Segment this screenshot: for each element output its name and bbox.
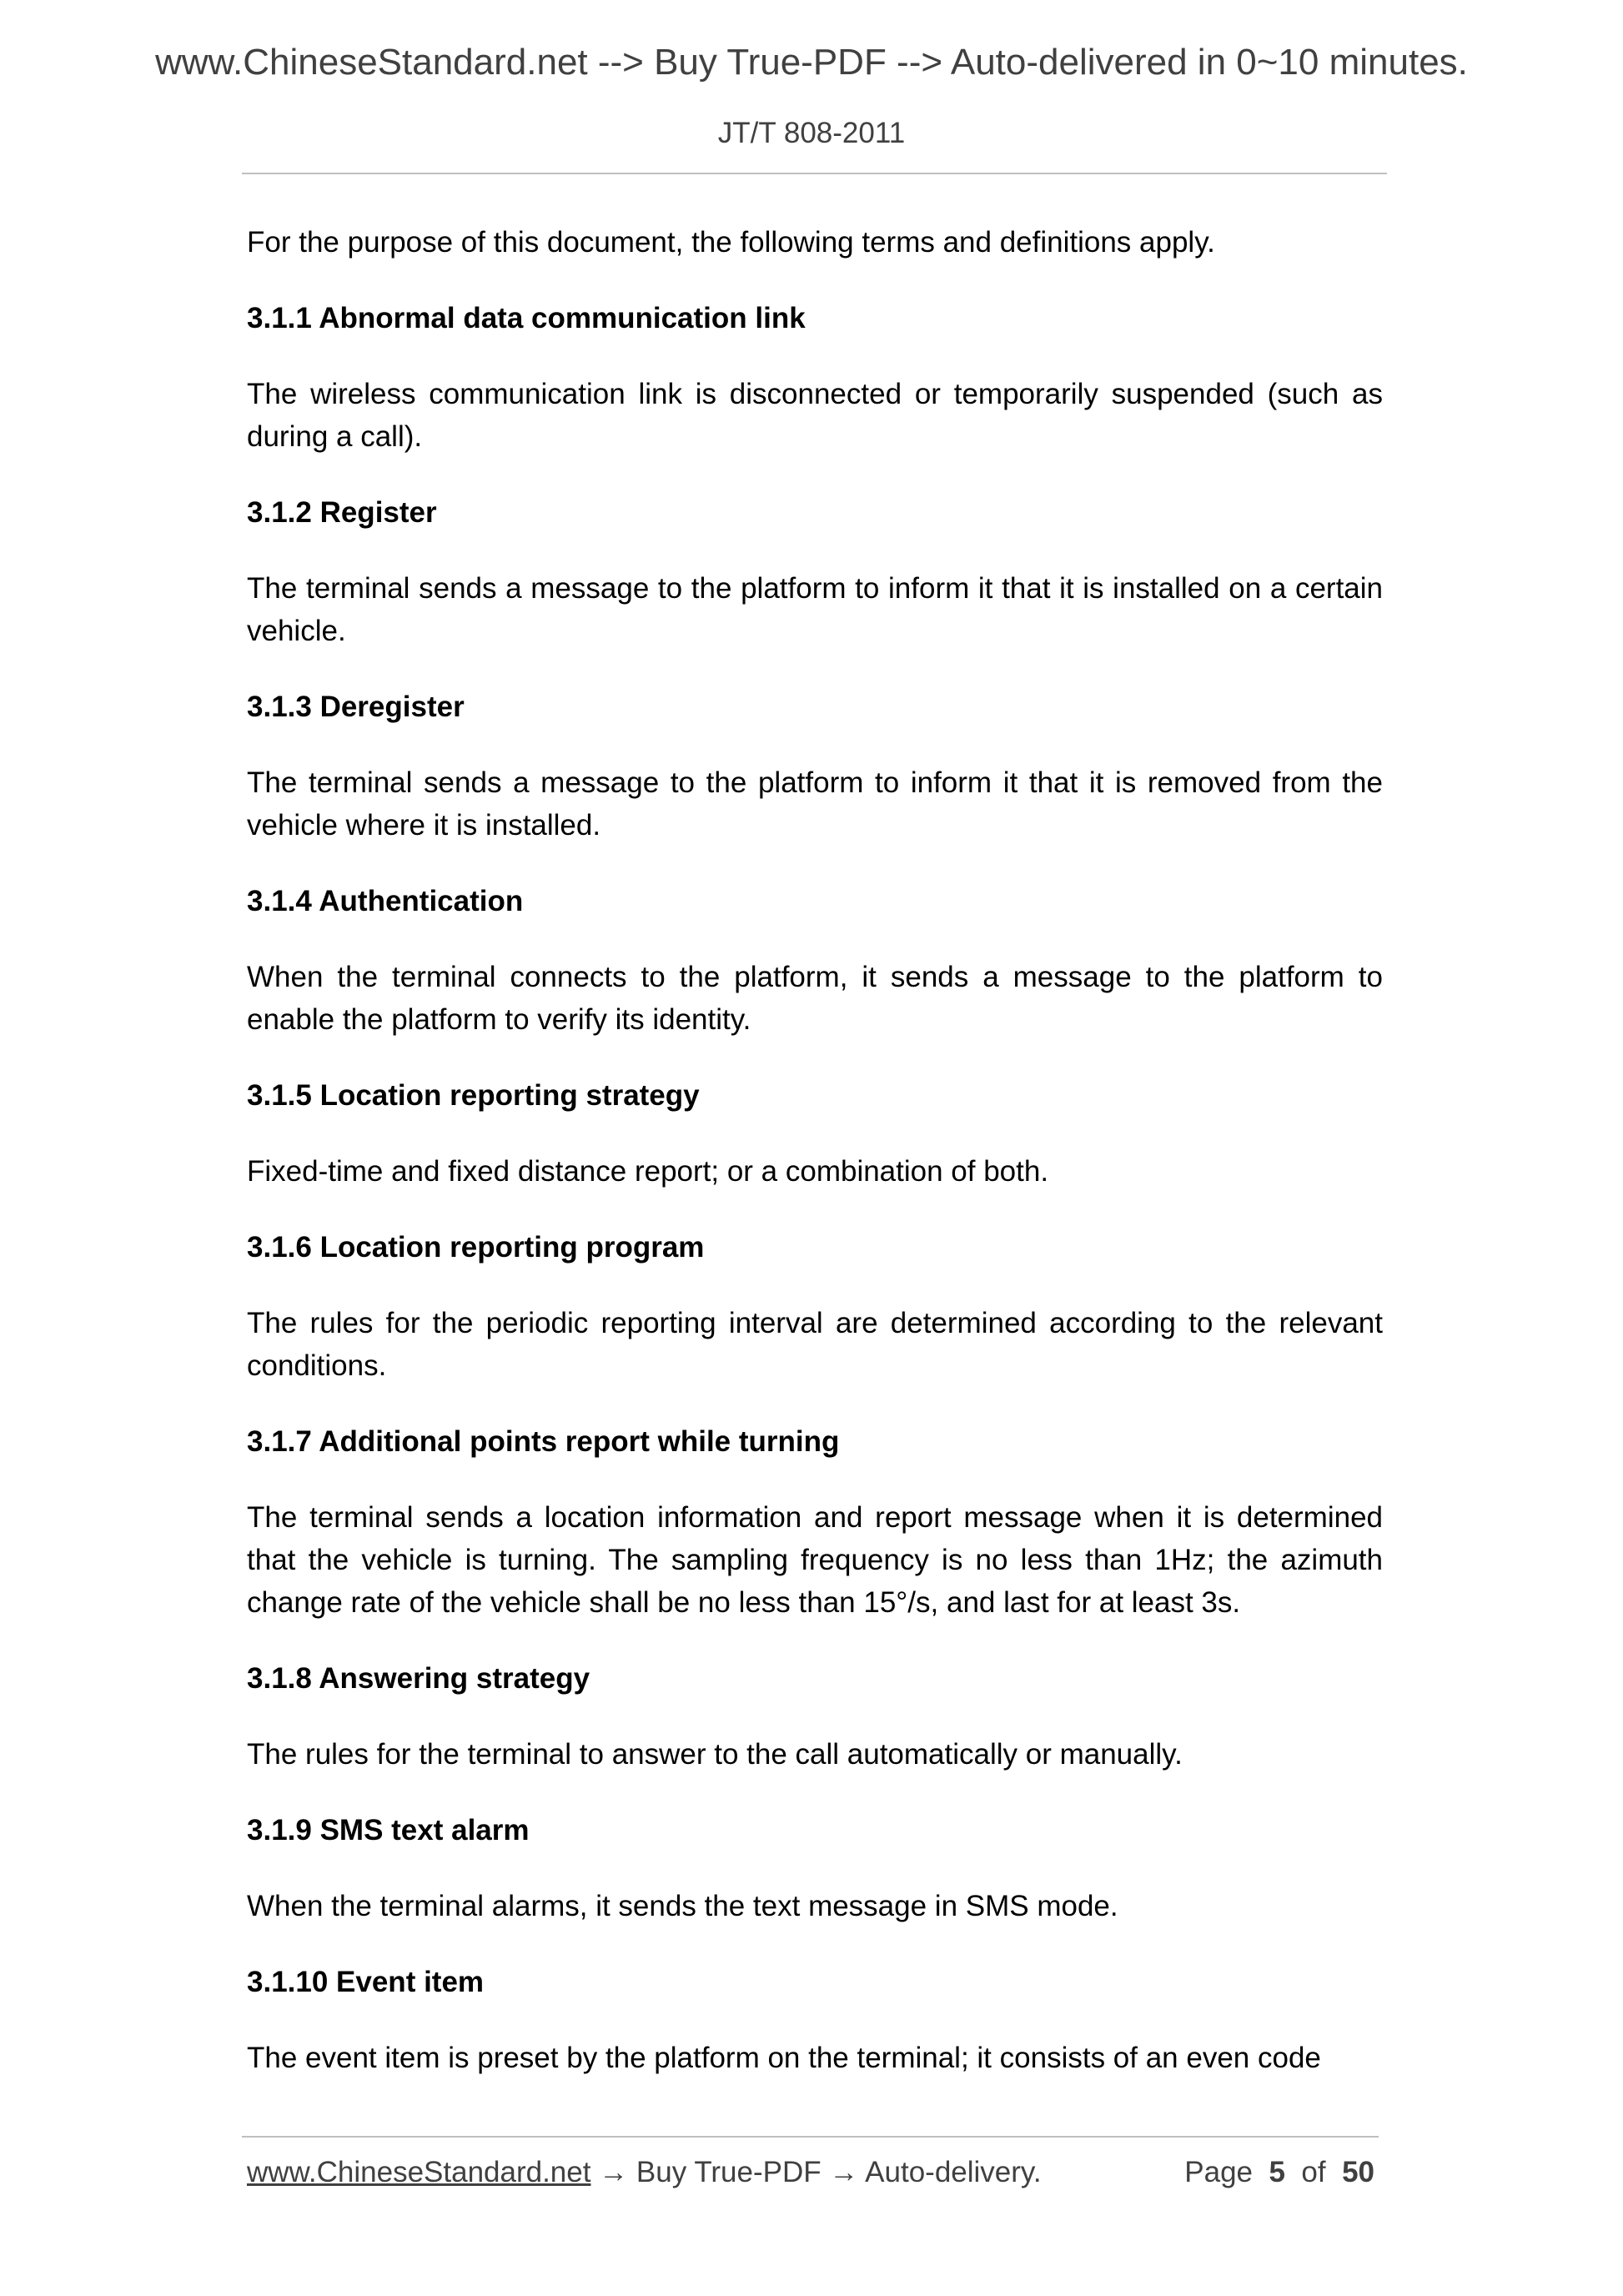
definition-title-3-1-8: 3.1.8 Answering strategy [247,1662,590,1695]
definition-body-3-1-2: The terminal sends a message to the platform to inform it that it is installed on a certain vehicle. [247,572,1383,647]
top-banner: www.ChineseStandard.net --> Buy True-PDF --> Auto-delivered in 0~10 minutes. [155,42,1468,83]
definition-title-3-1-2: 3.1.2 Register [247,496,437,529]
total-pages: 50 [1342,2156,1374,2188]
definition-body-3-1-5: Fixed-time and fixed distance report; or a combination of both. [247,1155,1049,1188]
definition-body-3-1-7: The terminal sends a location information and report message when it is determined that the vehicle is turning. The sampling frequency is no less than 1Hz; the azimuth change rate of the vehicle shall be no less than 15°/s, and last for at least 3s. [247,1501,1383,1619]
definition-title-3-1-5: 3.1.5 Location reporting strategy [247,1079,700,1112]
definition-body-3-1-10: The event item is preset by the platform on the terminal; it consists of an even code [247,2042,1321,2074]
footer-divider [242,2136,1379,2138]
definition-title-3-1-6: 3.1.6 Location reporting program [247,1231,705,1264]
definition-body-3-1-4: When the terminal connects to the platform, it sends a message to the platform to enable the platform to verify its identity. [247,961,1383,1036]
footer-promo [247,2156,1042,2189]
definition-title-3-1-9: 3.1.9 SMS text alarm [247,1814,530,1846]
footer-site-link[interactable]: www.ChineseStandard.net [247,2156,591,2188]
definition-body-3-1-8: The rules for the terminal to answer to the call automatically or manually. [247,1738,1183,1771]
definition-title-3-1-4: 3.1.4 Authentication [247,885,524,917]
definition-title-3-1-3: 3.1.3 Deregister [247,691,465,723]
definition-body-3-1-1: The wireless communication link is disconnected or temporarily suspended (such as during a call). [247,378,1383,453]
definition-title-3-1-1: 3.1.1 Abnormal data communication link [247,302,806,334]
definition-body-3-1-6: The rules for the periodic reporting interval are determined according to the relevant conditions. [247,1307,1383,1382]
definition-title-3-1-10: 3.1.10 Event item [247,1966,485,1998]
page-label: Page [1184,2156,1254,2188]
page-number [1184,2156,1374,2189]
definition-body-3-1-9: When the terminal alarms, it sends the text message in SMS mode. [247,1890,1118,1922]
definition-title-3-1-7: 3.1.7 Additional points report while turning [247,1425,840,1458]
page-content [247,221,1383,2113]
header-divider [242,173,1387,174]
footer-promo-text: → Buy True-PDF → Auto-delivery. [590,2156,1042,2188]
document-code: JT/T 808-2011 [717,117,906,149]
intro-paragraph: For the purpose of this document, the following terms and definitions apply. [247,226,1215,259]
definition-body-3-1-3: The terminal sends a message to the platform to inform it that it is removed from the vehicle where it is installed. [247,766,1383,842]
of-label: of [1301,2156,1326,2188]
current-page: 5 [1269,2156,1285,2188]
